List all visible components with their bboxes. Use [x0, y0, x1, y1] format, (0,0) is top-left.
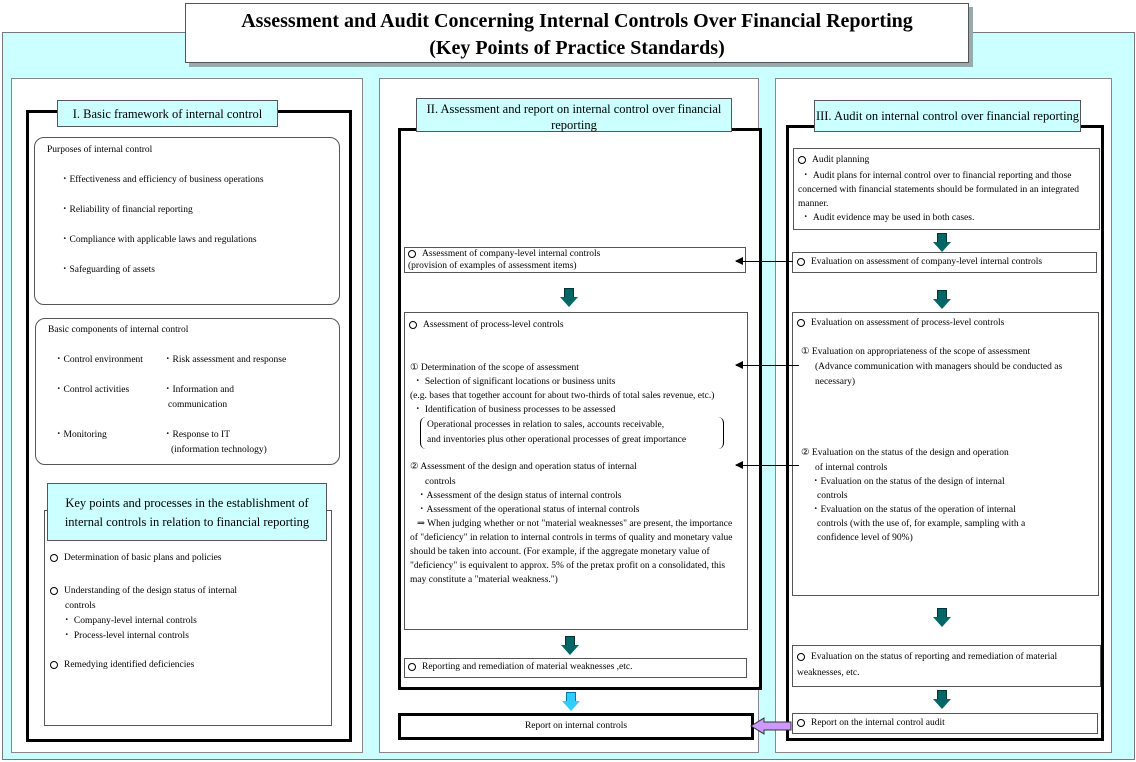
process-step-line: of "deficiency" in relation to internal controls in terms of quality and monetary value — [410, 533, 733, 543]
page-title — [185, 3, 969, 63]
title-line-1: Assessment and Audit Concerning Internal Controls Over Financial Reporting — [241, 10, 913, 32]
circle-bullet-icon — [797, 258, 805, 266]
keypoint-item: Understanding of the design status of internal — [64, 586, 238, 596]
left-arrow-icon — [736, 465, 799, 466]
column-2-header-line: II. Assessment and report on internal control over financial — [426, 102, 722, 116]
number-2-icon: ② — [801, 448, 810, 458]
audit-planning-box — [793, 148, 1100, 230]
process-evaluation-line: of internal controls — [815, 463, 888, 473]
component-item: ・Monitoring — [54, 430, 107, 440]
process-evaluation-line: ・Evaluation on the status of the design of internal — [811, 477, 1005, 487]
purpose-item: ・Reliability of financial reporting — [60, 205, 193, 215]
component-item: ・Control activities — [54, 385, 130, 395]
component-item: ・Response to IT — [163, 430, 231, 440]
circle-bullet-icon — [50, 554, 58, 562]
components-title: Basic components of internal control — [48, 325, 189, 335]
left-arrow-icon — [736, 365, 799, 366]
process-step-line: ・ Selection of significant locations or business units — [413, 377, 616, 387]
process-step-line: may constitute a "material weakness.") — [410, 575, 558, 585]
keypoints-header — [47, 483, 327, 541]
down-arrow-icon — [933, 290, 951, 310]
column-2-header-line: reporting — [551, 118, 597, 132]
purpose-item: ・Effectiveness and efficiency of business operations — [60, 175, 264, 185]
keypoint-item: Determination of basic plans and policies — [64, 553, 222, 563]
process-step-line: should be taken into account. (For example, if the aggregate monetary value of — [410, 547, 710, 557]
reporting-remediation-box — [404, 658, 747, 678]
left-arrow-icon — [736, 261, 793, 262]
process-evaluation-step: Evaluation on appropriateness of the scope of assessment — [811, 347, 1031, 357]
reporting-remediation-text: Reporting and remediation of material weaknesses ,etc. — [422, 662, 633, 672]
audit-planning-line: ・ Audit evidence may be used in both cases. — [801, 213, 975, 223]
audit-planning-line: ・ Audit plans for internal control over to financial reporting and those — [801, 171, 1072, 181]
process-step-line: Operational processes in relation to sales, accounts receivable, — [427, 420, 665, 430]
reporting-evaluation-box — [792, 645, 1101, 687]
process-step-line: ・Assessment of the operational status of internal controls — [417, 505, 640, 515]
process-evaluation-line: (Advance communication with managers should be conducted as — [815, 362, 1063, 372]
keypoint-subitem: ・ Process-level internal controls — [62, 631, 189, 641]
number-1-icon: ① — [410, 363, 419, 373]
process-evaluation-step: Evaluation on the status of the design and operation — [811, 448, 1009, 458]
reporting-evaluation-line: on the status of reporting and remediation of material — [854, 652, 1058, 662]
purple-left-arrow-icon — [750, 717, 792, 735]
keypoint-item-cont: controls — [65, 601, 96, 611]
process-evaluation-line: controls (with the use of, for example, sampling with a — [817, 519, 1026, 529]
process-evaluation-line: controls — [817, 491, 848, 501]
company-assessment-line: (provision of examples of assessment items) — [408, 261, 577, 271]
reporting-evaluation-line: weaknesses, etc. — [797, 668, 860, 678]
keypoint-item-cont: identified deficiencies — [110, 660, 195, 670]
circle-bullet-icon — [50, 661, 58, 669]
process-step-line: controls — [425, 477, 456, 487]
column-1-header: I. Basic framework of internal control — [57, 100, 278, 127]
circle-bullet-icon — [50, 587, 58, 595]
keypoints-header-line: Key points and processes in the establishment of — [65, 496, 309, 510]
circle-bullet-icon — [798, 156, 806, 164]
down-arrow-icon — [933, 233, 951, 253]
column-3-header: III. Audit on internal control over financial reporting — [814, 100, 1081, 132]
process-step-line: "deficiency" is equivalent to approx. 5% of the pretax profit on a consolidated, this — [410, 561, 726, 571]
report-on-internal-controls-box — [398, 713, 754, 740]
keypoint-item: Remedying — [64, 660, 108, 670]
report-on-internal-controls-text: Report on internal controls — [524, 721, 628, 731]
circle-bullet-icon — [408, 250, 416, 258]
process-step-line: ⇒ When judging whether or not "material weaknesses" are present, the importance — [417, 519, 733, 529]
circle-bullet-icon — [797, 653, 805, 661]
audit-planning-line: manner. — [798, 199, 829, 209]
process-step: Assessment of the design and operation status of internal — [420, 462, 637, 472]
component-item: ・Risk assessment and response — [163, 355, 287, 365]
down-arrow-icon — [560, 288, 578, 308]
purposes-title: Purposes of internal control — [47, 145, 153, 155]
audit-report-box — [792, 713, 1098, 734]
audit-planning-title: Audit planning — [812, 155, 870, 165]
process-step-line: (e.g. bases that together account for about two-thirds of total sales revenue, etc.) — [410, 391, 715, 401]
process-evaluation-title: Evaluation on assessment of process-level controls — [811, 318, 1005, 328]
circle-bullet-icon — [409, 321, 417, 329]
keypoints-box — [44, 510, 332, 726]
down-arrow-icon — [933, 690, 951, 710]
circle-bullet-icon — [797, 319, 805, 327]
component-item: ・Information and — [163, 385, 234, 395]
company-evaluation-text: Evaluation on assessment of company-level internal controls — [811, 257, 1043, 267]
reporting-evaluation-line: Evaluation — [811, 652, 853, 662]
down-arrow-icon — [562, 692, 580, 712]
purposes-box — [34, 137, 340, 305]
process-evaluation-line: necessary) — [815, 377, 856, 387]
column-2-header — [416, 98, 732, 132]
down-arrow-icon — [561, 636, 579, 656]
title-line-2: (Key Points of Practice Standards) — [429, 37, 725, 59]
component-item: ・Control environment — [54, 355, 143, 365]
process-evaluation-line: ・Evaluation on the status of the operation of internal — [811, 505, 1016, 515]
process-step-line: ・ Identification of business processes to be assessed — [413, 405, 616, 415]
company-level-assessment-box — [404, 247, 746, 273]
company-level-evaluation-box — [792, 252, 1097, 273]
process-evaluation-line: confidence level of 90%) — [817, 533, 913, 543]
company-assessment-line: Assessment of company-level internal controls — [422, 249, 601, 259]
down-arrow-icon — [933, 608, 951, 628]
process-level-assessment-box — [404, 312, 748, 630]
keypoints-header-line: internal controls in relation to financial reporting — [64, 515, 310, 529]
purpose-item: ・Safeguarding of assets — [60, 265, 155, 275]
number-1-icon: ① — [801, 347, 810, 357]
audit-report-text: Report on the internal control audit — [811, 718, 945, 728]
component-item-cont: (information technology) — [171, 445, 267, 455]
process-level-evaluation-box — [792, 312, 1099, 596]
process-step-line: ・Assessment of the design status of internal controls — [417, 491, 622, 501]
purpose-item: ・Compliance with applicable laws and regulations — [60, 235, 257, 245]
circle-bullet-icon — [408, 663, 416, 671]
audit-planning-line: concerned with financial statements should be formulated in an integrated — [798, 185, 1079, 195]
process-step-line: and inventories plus other operational processes of great importance — [427, 435, 687, 445]
component-item-cont: communication — [168, 400, 228, 410]
process-step: Determination of the scope of assessment — [420, 363, 579, 373]
circle-bullet-icon — [797, 719, 805, 727]
number-2-icon: ② — [410, 462, 419, 472]
process-assessment-title: Assessment of process-level controls — [423, 320, 564, 330]
components-box — [35, 318, 340, 465]
keypoint-subitem: ・ Company-level internal controls — [62, 616, 197, 626]
